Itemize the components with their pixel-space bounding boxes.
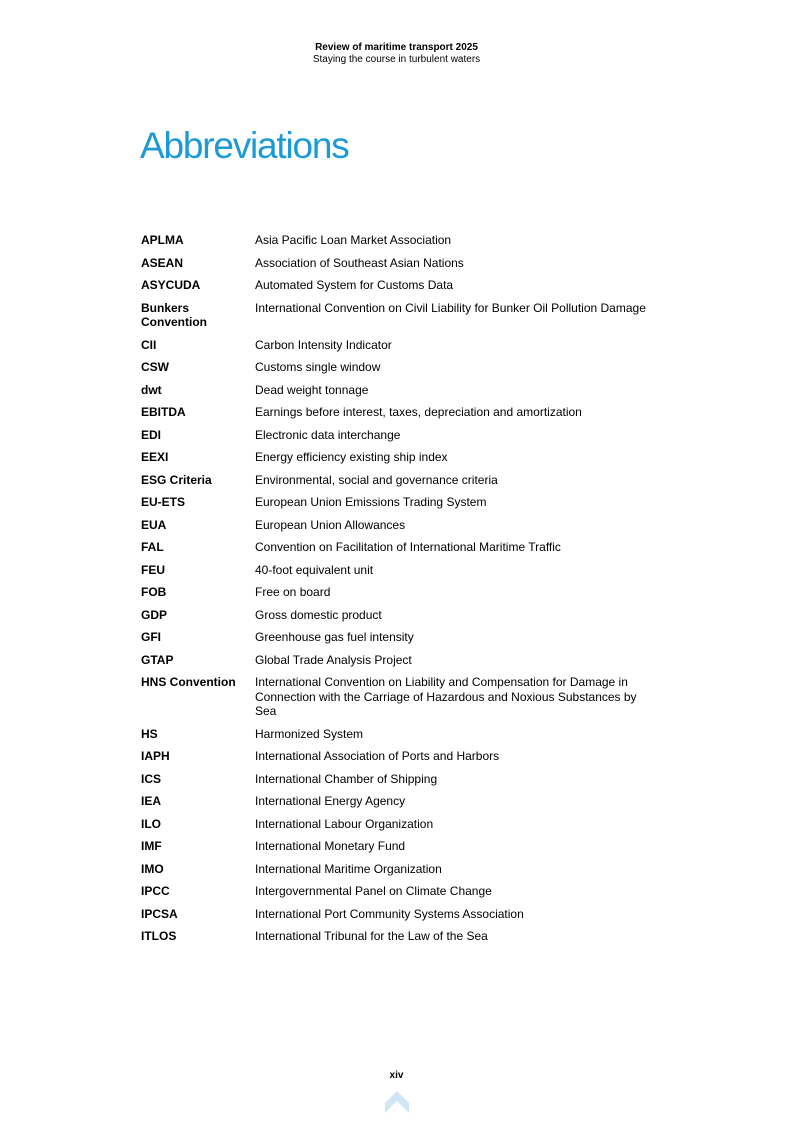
abbreviation-definition: Global Trade Analysis Project [255, 652, 412, 667]
abbreviation-definition: Gross domestic product [255, 607, 382, 622]
abbreviation-term: HNS Convention [141, 675, 236, 689]
abbreviation-definition: International Port Community Systems Association [255, 906, 524, 921]
abbreviation-row [141, 426, 661, 449]
abbreviation-term: CII [141, 337, 157, 352]
abbreviation-term: IEA [141, 794, 162, 808]
abbreviation-definition: International Monetary Fund [255, 839, 406, 853]
abbreviation-term: IMF [141, 839, 162, 853]
abbreviation-row [141, 299, 661, 336]
abbreviation-row [141, 905, 661, 928]
abbreviation-term: ILO [141, 816, 161, 831]
abbreviation-term: GFI [141, 630, 161, 644]
abbreviation-definition: International Chamber of Shipping [255, 771, 438, 786]
abbreviation-row [141, 860, 661, 883]
abbreviation-term: IAPH [141, 749, 170, 763]
running-header [0, 42, 793, 66]
abbreviation-term: ESG Criteria [141, 472, 212, 487]
abbreviation-term: EDI [141, 427, 162, 442]
abbreviation-term: ICS [141, 771, 162, 786]
abbreviation-definition: International Association of Ports and Harbors [255, 749, 500, 763]
abbreviation-definition: Greenhouse gas fuel intensity [255, 630, 414, 644]
abbreviation-definition: European Union Emissions Trading System [255, 495, 487, 509]
abbreviation-term: FAL [141, 540, 164, 554]
abbreviation-row [141, 403, 661, 426]
abbreviation-list [141, 231, 661, 950]
document-title: Review of maritime transport 2025 [315, 42, 478, 53]
document-subtitle: Staying the course in turbulent waters [312, 54, 481, 65]
abbreviation-row [141, 747, 661, 770]
abbreviation-term: CSW [141, 360, 169, 374]
abbreviation-term: FOB [141, 585, 167, 599]
abbreviation-definition: Asia Pacific Loan Market Association [255, 233, 452, 247]
abbreviation-definition: Electronic data interchange [255, 427, 401, 442]
abbreviation-row [141, 493, 661, 516]
abbreviation-term: Bunkers Convention [141, 300, 207, 329]
abbreviation-term: IMO [141, 861, 164, 876]
abbreviation-row [141, 770, 661, 793]
abbreviation-definition: Intergovernmental Panel on Climate Change [255, 884, 492, 898]
abbreviation-row [141, 358, 661, 381]
abbreviation-row [141, 927, 661, 950]
abbreviation-definition: International Tribunal for the Law of the Sea [255, 929, 488, 943]
abbreviation-definition: Carbon Intensity Indicator [255, 337, 392, 352]
abbreviation-term: ASYCUDA [141, 278, 201, 292]
abbreviation-row [141, 516, 661, 539]
abbreviation-definition: Customs single window [255, 360, 381, 374]
abbreviation-row [141, 651, 661, 674]
abbreviation-row [141, 231, 661, 254]
abbreviation-term: ASEAN [141, 255, 184, 270]
abbreviation-definition: Dead weight tonnage [255, 382, 369, 397]
abbreviation-term: EBITDA [141, 405, 186, 419]
abbreviation-row [141, 254, 661, 277]
abbreviation-row [141, 673, 661, 725]
abbreviation-term: HS [141, 726, 158, 741]
abbreviation-row [141, 725, 661, 748]
abbreviation-row [141, 538, 661, 561]
chevron-up-icon[interactable] [384, 1089, 410, 1115]
abbreviation-definition: Harmonized System [255, 726, 364, 741]
abbreviation-definition: Free on board [255, 585, 331, 599]
abbreviation-row [141, 792, 661, 815]
abbreviation-row [141, 628, 661, 651]
abbreviation-term: EEXI [141, 450, 169, 464]
abbreviation-definition: International Maritime Organization [255, 861, 442, 876]
abbreviation-term: IPCSA [141, 906, 178, 921]
abbreviation-definition: 40-foot equivalent unit [255, 562, 374, 577]
abbreviation-definition: International Labour Organization [255, 816, 434, 831]
abbreviation-definition: International Convention on Civil Liability for Bunker Oil Pollution Damage [255, 300, 646, 315]
abbreviation-definition: International Convention on Liability and Compensation for Damage in Connection with the Carriage of Hazardous and Noxious Substances by Sea [255, 675, 637, 718]
abbreviation-row [141, 583, 661, 606]
abbreviation-definition: Association of Southeast Asian Nations [255, 255, 464, 270]
abbreviation-definition: Convention on Facilitation of International Maritime Traffic [255, 540, 561, 554]
abbreviation-definition: Environmental, social and governance criteria [255, 472, 498, 487]
abbreviation-row [141, 381, 661, 404]
abbreviation-row [141, 561, 661, 584]
abbreviation-term: ITLOS [141, 929, 177, 943]
abbreviation-row [141, 882, 661, 905]
abbreviation-term: dwt [141, 382, 162, 397]
page-title: Abbreviations [140, 125, 349, 166]
abbreviation-row [141, 606, 661, 629]
page-number: xiv [389, 1070, 404, 1081]
abbreviation-definition: Automated System for Customs Data [255, 278, 454, 292]
abbreviation-term: APLMA [141, 233, 184, 247]
abbreviation-definition: International Energy Agency [255, 794, 406, 808]
abbreviation-row [141, 471, 661, 494]
abbreviation-term: EUA [141, 517, 167, 532]
abbreviation-row [141, 837, 661, 860]
abbreviation-definition: European Union Allowances [255, 517, 406, 532]
abbreviation-definition: Earnings before interest, taxes, depreciation and amortization [255, 405, 582, 419]
abbreviation-definition: Energy efficiency existing ship index [255, 450, 448, 464]
abbreviation-row [141, 336, 661, 359]
abbreviation-term: IPCC [141, 884, 170, 898]
abbreviation-term: FEU [141, 562, 165, 577]
abbreviation-term: EU-ETS [141, 495, 186, 509]
abbreviation-term: GDP [141, 607, 168, 622]
abbreviation-row [141, 448, 661, 471]
abbreviation-row [141, 276, 661, 299]
abbreviation-row [141, 815, 661, 838]
abbreviation-term: GTAP [141, 652, 174, 667]
